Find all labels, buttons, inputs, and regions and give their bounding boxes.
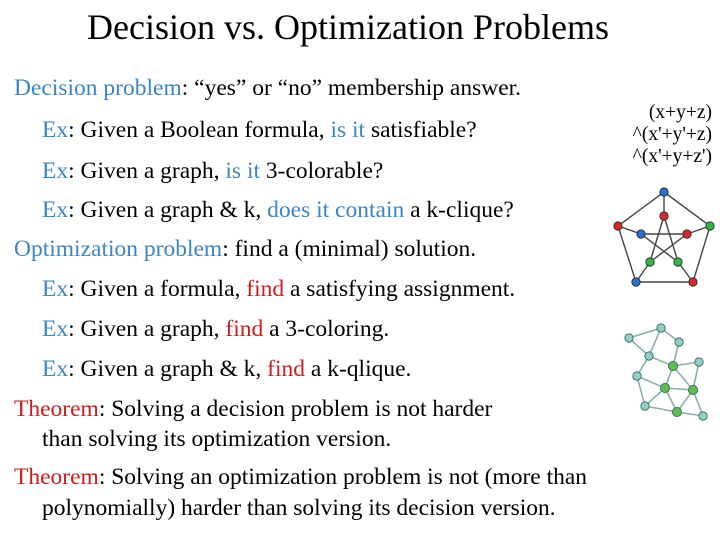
optimization-definition xyxy=(14,238,476,262)
graph-vertex xyxy=(660,212,668,220)
example-keyword: find xyxy=(225,316,264,342)
graph-vertex xyxy=(699,412,707,420)
example-text: 3-colorable? xyxy=(260,158,384,184)
boolean-formula xyxy=(633,102,712,168)
example-text: : Given a graph, xyxy=(68,316,226,342)
decision-example-coloring xyxy=(42,160,383,184)
example-text: : Given a graph & k, xyxy=(68,197,268,223)
decision-example-clique xyxy=(42,199,514,223)
graph-vertex xyxy=(632,278,640,286)
page-title: Decision vs. Optimization Problems xyxy=(87,7,609,47)
example-text: : Given a graph & k, xyxy=(68,356,268,382)
graph-vertex xyxy=(672,407,681,416)
graph-vertex xyxy=(633,372,641,380)
theorem-term: Theorem xyxy=(14,464,99,490)
graph-vertex xyxy=(683,230,691,238)
graph-vertex xyxy=(689,278,697,286)
ex-label: Ex xyxy=(42,158,69,184)
ex-label: Ex xyxy=(42,356,69,382)
graph-vertex xyxy=(674,258,682,266)
graph-vertex xyxy=(646,258,654,266)
example-text: : Given a formula, xyxy=(68,276,247,302)
example-keyword: is it xyxy=(330,117,366,143)
ex-label: Ex xyxy=(42,197,69,223)
example-keyword: does it contain xyxy=(267,197,405,223)
example-text: a 3-coloring. xyxy=(263,316,390,342)
petersen-graph-image xyxy=(608,184,718,304)
ex-label: Ex xyxy=(42,316,69,342)
graph-vertex xyxy=(637,230,645,238)
example-keyword: find xyxy=(246,276,285,302)
graph-vertex xyxy=(695,358,703,366)
graph-vertex xyxy=(688,385,697,394)
optimization-term: Optimization problem xyxy=(14,236,223,262)
theorem-1 xyxy=(14,398,492,422)
theorem-text: : Solving an optimization problem is not (more than xyxy=(98,464,588,490)
theorem-2-continuation: polynomially) harder than solving its decision version. xyxy=(42,495,556,521)
theorem-term: Theorem xyxy=(14,396,99,422)
graph-vertex xyxy=(645,352,653,360)
example-keyword: find xyxy=(267,356,306,382)
formula-line: ^(x'+y+z') xyxy=(632,146,712,167)
graph-vertex xyxy=(675,338,683,346)
example-text: a k-clique? xyxy=(404,197,514,223)
decision-example-sat xyxy=(42,119,477,143)
decision-term: Decision problem xyxy=(14,75,182,101)
graph-vertex xyxy=(668,361,677,370)
optimization-example-assignment xyxy=(42,278,515,302)
optimization-example-coloring xyxy=(42,318,389,342)
graph-vertex xyxy=(660,188,668,196)
formula-line: ^(x'+y'+z) xyxy=(632,124,712,145)
theorem-1-continuation: than solving its optimization version. xyxy=(42,426,392,452)
clique-graph-image xyxy=(615,322,715,432)
graph-vertex xyxy=(641,402,649,410)
decision-text: : “yes” or “no” membership answer. xyxy=(181,75,522,101)
example-text: : Given a graph, xyxy=(68,158,226,184)
graph-vertex xyxy=(660,383,669,392)
example-text: : Given a Boolean formula, xyxy=(68,117,331,143)
optimization-example-clique xyxy=(42,358,411,382)
graph-vertex xyxy=(657,324,665,332)
graph-vertex xyxy=(625,334,633,342)
example-text: satisfiable? xyxy=(365,117,477,143)
formula-line: (x+y+z) xyxy=(648,102,712,123)
theorem-text: : Solving a decision problem is not harder xyxy=(98,396,493,422)
ex-label: Ex xyxy=(42,276,69,302)
ex-label: Ex xyxy=(42,117,69,143)
example-text: a k-qlique. xyxy=(305,356,412,382)
decision-definition xyxy=(14,77,521,101)
graph-vertex xyxy=(706,222,714,230)
theorem-2 xyxy=(14,466,587,490)
example-keyword: is it xyxy=(225,158,260,184)
example-text: a satisfying assignment. xyxy=(284,276,516,302)
optimization-text: : find a (minimal) solution. xyxy=(222,236,477,262)
graph-vertex xyxy=(614,222,622,230)
